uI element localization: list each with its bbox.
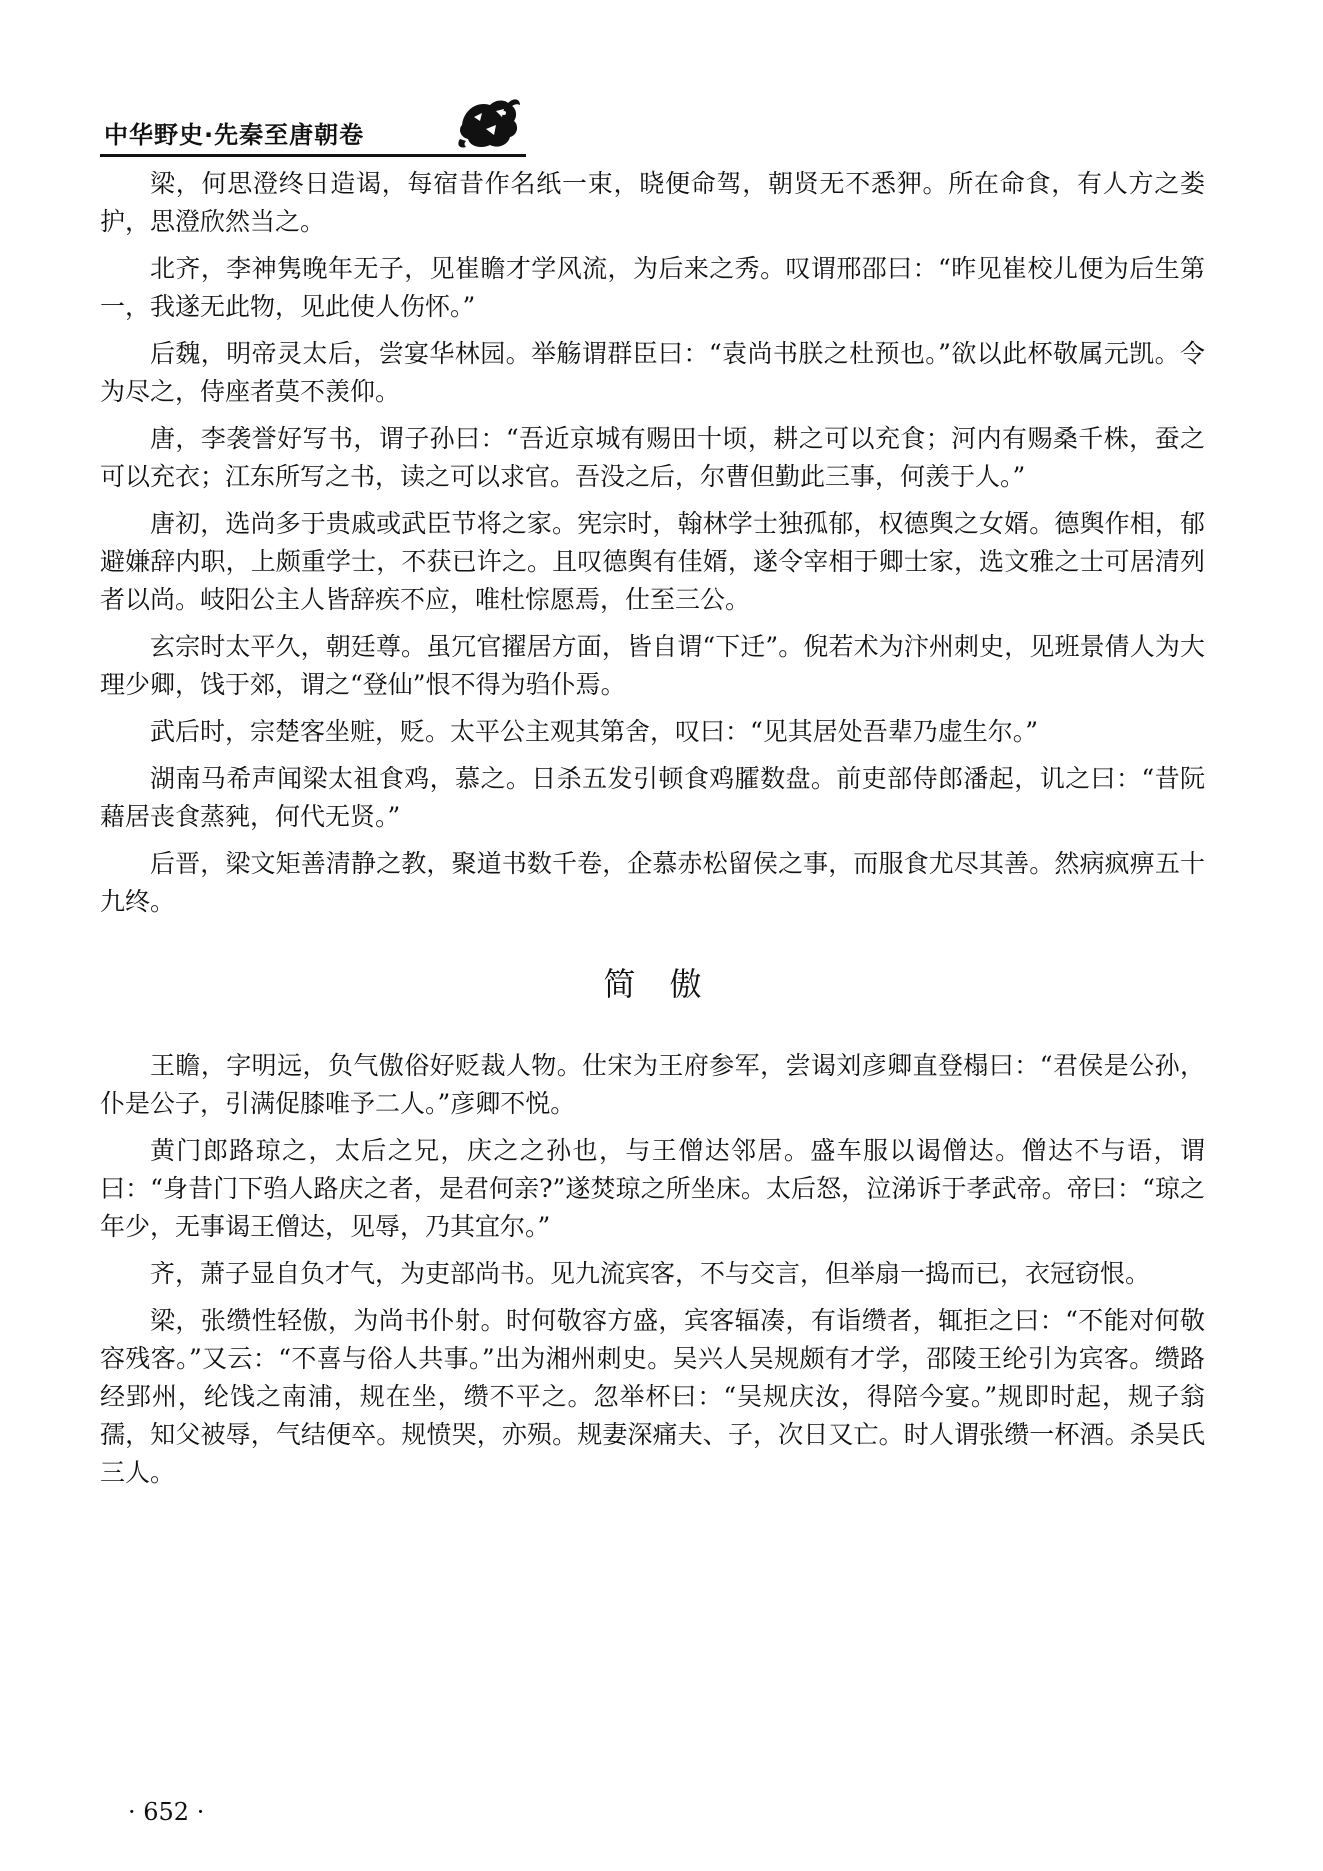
page-body xyxy=(100,165,1205,1501)
paragraph: 后晋，梁文矩善清静之教，聚道书数千卷，企慕赤松留侯之事，而服食尤尽其善。然病疯痹五十九终。 xyxy=(100,849,1205,916)
paragraph: 梁，何思澄终日造谒，每宿昔作名纸一束，晓便命驾，朝贤无不悉狎。所在命食，有人方之娄护，思澄欣然当之。 xyxy=(100,169,1205,236)
book-title: 中华野史·先秦至唐朝卷 xyxy=(104,121,365,149)
paragraph: 黄门郎路琼之，太后之兄，庆之之孙也，与王僧达邻居。盛车服以谒僧达。僧达不与语，谓曰：“身昔门下驺人路庆之者，是君何亲?”遂焚琼之所坐床。太后怒，泣涕诉于孝武帝。帝曰：“琼之年少，无事谒王僧达，见辱，乃其宜尔。” xyxy=(100,1136,1205,1241)
paragraph: 梁，张缵性轻傲，为尚书仆射。时何敬容方盛，宾客辐凑，有诣缵者，辄拒之曰：“不能对何敬容残客。”又云：“不喜与俗人共事。”出为湘州刺史。吴兴人吴规颇有才学，邵陵王纶引为宾客。缵路经郢州，纶饯之南浦，规在坐，缵不平之。忽举杯曰：“吴规庆汝，得陪今宴。”规即时起，规子翁孺，知父被辱，气结便卒。规愤哭，亦殒。规妻深痛夫、子，次日又亡。时人谓张缵一杯酒。杀吴氏三人。 xyxy=(100,1306,1205,1487)
paragraph: 玄宗时太平久，朝廷尊。虽冗官擢居方面，皆自谓“下迁”。倪若术为汴州刺史，见班景倩人为大理少卿，饯于郊，谓之“登仙”恨不得为驺仆焉。 xyxy=(100,632,1205,699)
paragraph: 武后时，宗楚客坐赃，贬。太平公主观其第舍，叹曰：“见其居处吾辈乃虚生尔。” xyxy=(150,717,1039,746)
section-title: 简傲 xyxy=(603,965,736,1003)
paragraph: 唐，李袭誉好写书，谓子孙曰：“吾近京城有赐田十顷，耕之可以充食；河内有赐桑千株，蚕之可以充衣；江东所写之书，读之可以求官。吾没之后，尔曹但勤此三事，何羡于人。” xyxy=(100,424,1205,491)
paragraph: 北齐，李神隽晚年无子，见崔瞻才学风流，为后来之秀。叹谓邢邵曰：“昨见崔校儿便为后生第一，我遂无此物，见此使人伤怀。” xyxy=(100,254,1205,321)
dragon-emblem-icon xyxy=(456,95,522,151)
paragraph: 王瞻，字明远，负气傲俗好贬裁人物。仕宋为王府参军，尝谒刘彦卿直登榻曰：“君侯是公孙，仆是公子，引满促膝唯予二人。”彦卿不悦。 xyxy=(100,1051,1205,1118)
page-number: · 652 · xyxy=(128,1798,205,1826)
paragraph: 齐，萧子显自负才气，为吏部尚书。见九流宾客，不与交言，但举扇一捣而已，衣冠窃恨。 xyxy=(150,1259,1151,1288)
paragraph: 唐初，选尚多于贵戚或武臣节将之家。宪宗时，翰林学士独孤郁，权德舆之女婿。德舆作相，郁避嫌辞内职，上颇重学士，不获已许之。且叹德舆有佳婿，遂令宰相于卿士家，选文雅之士可居清列者以尚。岐阳公主人皆辞疾不应，唯杜悰愿焉，仕至三公。 xyxy=(100,509,1205,614)
paragraph: 湖南马希声闻梁太祖食鸡，慕之。日杀五发引顿食鸡臛数盘。前吏部侍郎潘起，讥之曰：“昔阮藉居丧食蒸豘，何代无贤。” xyxy=(100,764,1205,831)
header-rule xyxy=(100,154,526,157)
paragraph: 后魏，明帝灵太后，尝宴华林园。举觞谓群臣曰：“袁尚书朕之杜预也。”欲以此杯敬属元凯。令为尽之，侍座者莫不羡仰。 xyxy=(100,339,1205,406)
running-header xyxy=(96,95,524,153)
